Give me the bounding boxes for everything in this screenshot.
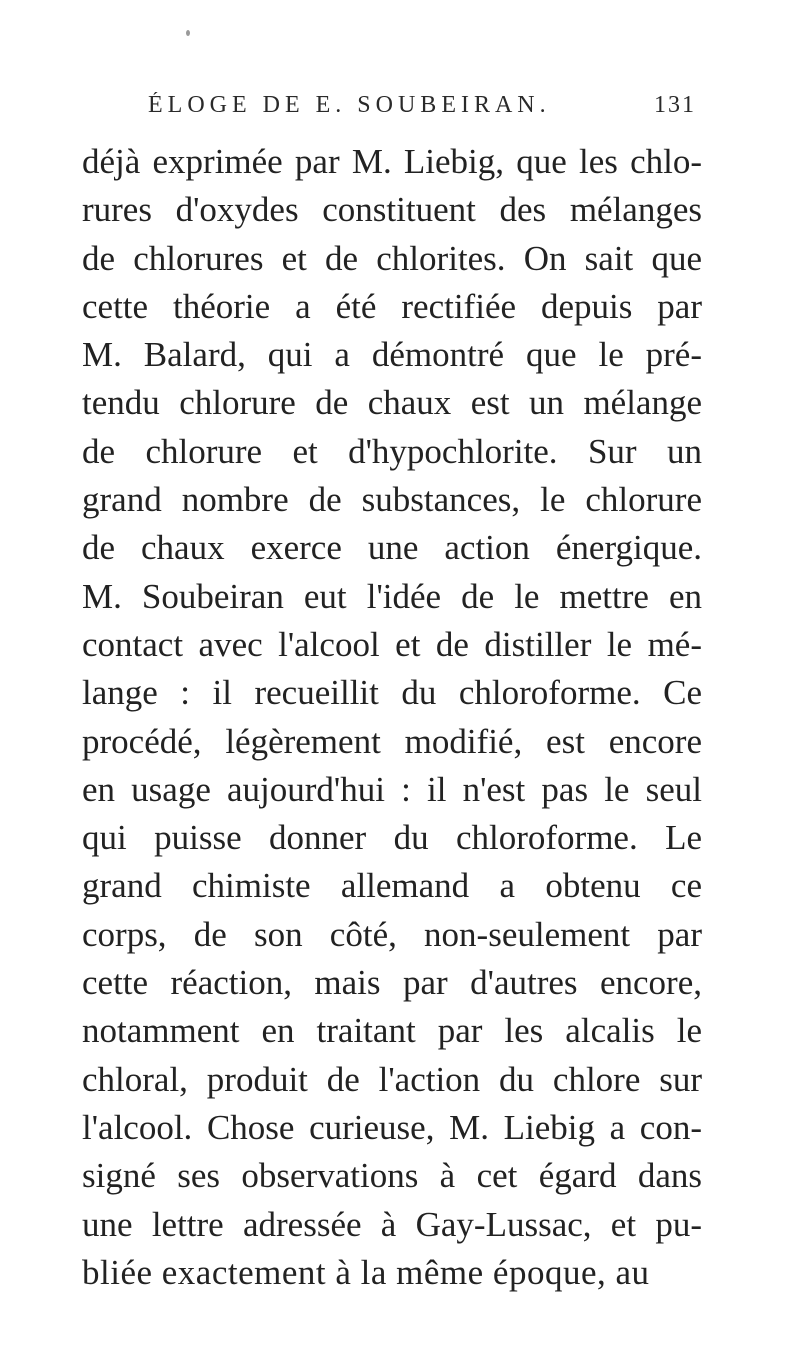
text-line: qui puisse donner du chloroforme. Le (82, 818, 702, 858)
text-line: déjà exprimée par M. Liebig, que les chlo- (82, 142, 702, 181)
text-line: grand chimiste allemand a obtenu ce (82, 866, 702, 906)
text-line: une lettre adressée à Gay-Lussac, et pu- (82, 1204, 702, 1244)
running-title: ÉLOGE DE E. SOUBEIRAN. (148, 92, 551, 118)
text-line: de chlorure et d'hypochlorite. Sur un (82, 431, 702, 471)
text-line: l'alcool. Chose curieuse, M. Liebig a con- (82, 1107, 702, 1147)
text-line: lange : il recueillit du chloroforme. Ce (82, 673, 702, 713)
text-line: procédé, légèrement modifié, est encore (82, 721, 702, 761)
text-line: grand nombre de substances, le chlorure (82, 480, 702, 520)
page-number: 131 (654, 92, 696, 118)
text-line: tendu chlorure de chaux est un mélange (82, 383, 702, 423)
text-line: en usage aujourd'hui : il n'est pas le seul (82, 769, 702, 809)
text-line: M. Balard, qui a démontré que le pré- (82, 335, 702, 375)
text-line: de chlorures et de chlorites. On sait que (82, 238, 702, 278)
text-line: chloral, produit de l'action du chlore sur (82, 1059, 702, 1099)
text-line: cette théorie a été rectifiée depuis par (82, 286, 702, 326)
text-line: cette réaction, mais par d'autres encore, (82, 963, 702, 1003)
text-line: rures d'oxydes constituent des mélanges (82, 190, 702, 230)
text-line: corps, de son côté, non-seulement par (82, 914, 702, 954)
text-line: M. Soubeiran eut l'idée de le mettre en (82, 576, 702, 616)
text-line: bliée exactement à la même époque, au (82, 1252, 650, 1292)
body-paragraph (82, 138, 702, 1297)
text-line: signé ses observations à cet égard dans (82, 1156, 702, 1196)
text-line: de chaux exerce une action énergique. (82, 528, 702, 568)
running-head (148, 92, 696, 124)
text-line: notamment en traitant par les alcalis le (82, 1011, 702, 1051)
text-line: contact avec l'alcool et de distiller le mé- (82, 624, 702, 664)
paper-speck (186, 30, 190, 36)
